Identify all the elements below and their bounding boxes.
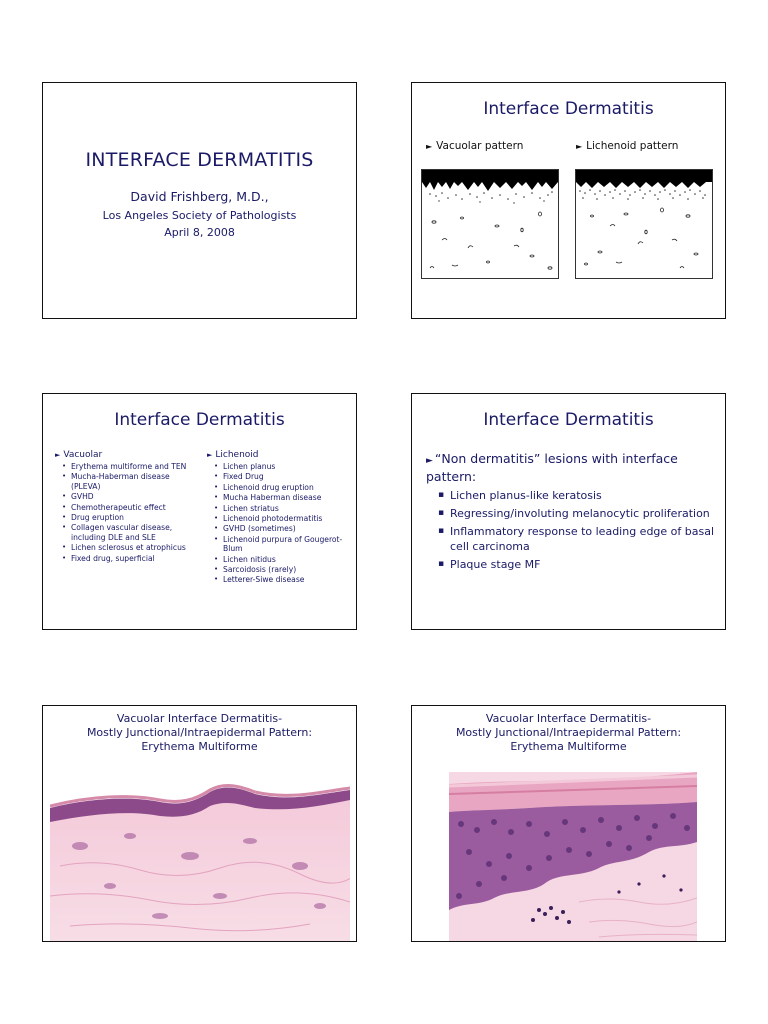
list-item: • GVHD (sometimes) xyxy=(223,524,347,533)
arrow-bullet-icon: ► xyxy=(426,456,433,466)
vacuolar-pattern-diagram xyxy=(421,169,559,279)
presentation-date: April 8, 2008 xyxy=(164,226,235,239)
list-item: • Lichen planus xyxy=(223,462,347,471)
slide-heading: Vacuolar Interface Dermatitis- Mostly Junctional/Intraepidermal Pattern: Erythema Multiforme xyxy=(455,712,682,753)
arrow-bullet-icon: ► xyxy=(55,451,61,459)
organization: Los Angeles Society of Pathologists xyxy=(102,209,297,222)
list-item: • Erythema multiforme and TEN xyxy=(71,462,195,471)
list-item: • Fixed Drug xyxy=(223,472,347,481)
list-item: • Mucha-Haberman disease (PLEVA) xyxy=(71,472,195,491)
author-name: David Frishberg, M.D., xyxy=(130,189,269,204)
list-item: • Lichenoid photodermatitis xyxy=(223,514,347,523)
list-item: • Lichenoid purpura of Gougerot-Blum xyxy=(223,535,347,554)
list-item: ▪ Inflammatory response to leading edge of basal cell carcinoma xyxy=(450,524,726,554)
list-item: • Letterer-Siwe disease xyxy=(223,575,347,584)
list-item: ▪ Plaque stage MF xyxy=(450,557,726,572)
vacuolar-pattern-label: ► Vacuolar pattern xyxy=(426,140,524,152)
presentation-title: INTERFACE DERMATITIS xyxy=(85,149,314,171)
lichenoid-pattern-label: ► Lichenoid pattern xyxy=(576,140,679,152)
slide-patterns xyxy=(411,82,726,319)
histology-micrograph xyxy=(449,772,697,942)
list-item: ▪ Lichen planus-like keratosis xyxy=(450,488,726,503)
slide-heading: Vacuolar Interface Dermatitis- Mostly Junctional/Intraepidermal Pattern: Erythema Multiforme xyxy=(86,712,313,753)
slide-heading: Interface Dermatitis xyxy=(483,99,654,119)
vacuolar-column xyxy=(55,450,195,564)
list-item: • Collagen vascular disease, including DLE and SLE xyxy=(71,523,195,542)
list-item: • Lichen striatus xyxy=(223,504,347,513)
lichenoid-list xyxy=(207,462,347,585)
arrow-bullet-icon: ► xyxy=(426,142,433,151)
list-item: • Drug eruption xyxy=(71,513,195,522)
histology-micrograph xyxy=(50,776,350,941)
slide-heading: Interface Dermatitis xyxy=(483,410,654,430)
arrow-bullet-icon: ► xyxy=(207,451,213,459)
list-item: • GVHD xyxy=(71,492,195,501)
lichenoid-pattern-diagram xyxy=(575,169,713,279)
column-heading: ► Lichenoid xyxy=(207,450,259,460)
slide-title xyxy=(42,82,357,319)
list-item: • Chemotherapeutic effect xyxy=(71,503,195,512)
list-item: • Lichenoid drug eruption xyxy=(223,483,347,492)
slide-disease-lists xyxy=(42,393,357,630)
list-item: • Mucha Haberman disease xyxy=(223,493,347,502)
slide-non-dermatitis xyxy=(411,393,726,630)
vacuolar-list xyxy=(55,462,195,563)
list-item: ▪ Regressing/involuting melanocytic proliferation xyxy=(450,506,726,521)
list-item: • Lichen nitidus xyxy=(223,555,347,564)
lichenoid-column xyxy=(207,450,347,586)
lesion-list xyxy=(436,488,726,575)
column-heading: ► Vacuolar xyxy=(55,450,103,460)
list-item: • Lichen sclerosus et atrophicus xyxy=(71,543,195,552)
list-item: • Fixed drug, superficial xyxy=(71,554,195,563)
lead-bullet: ► “Non dermatitis” lesions with interface pattern: xyxy=(426,451,678,484)
slide-histology-low-power xyxy=(42,705,357,942)
slide-heading: Interface Dermatitis xyxy=(114,410,285,430)
list-item: • Sarcoidosis (rarely) xyxy=(223,565,347,574)
slide-histology-high-power xyxy=(411,705,726,942)
arrow-bullet-icon: ► xyxy=(576,142,583,151)
